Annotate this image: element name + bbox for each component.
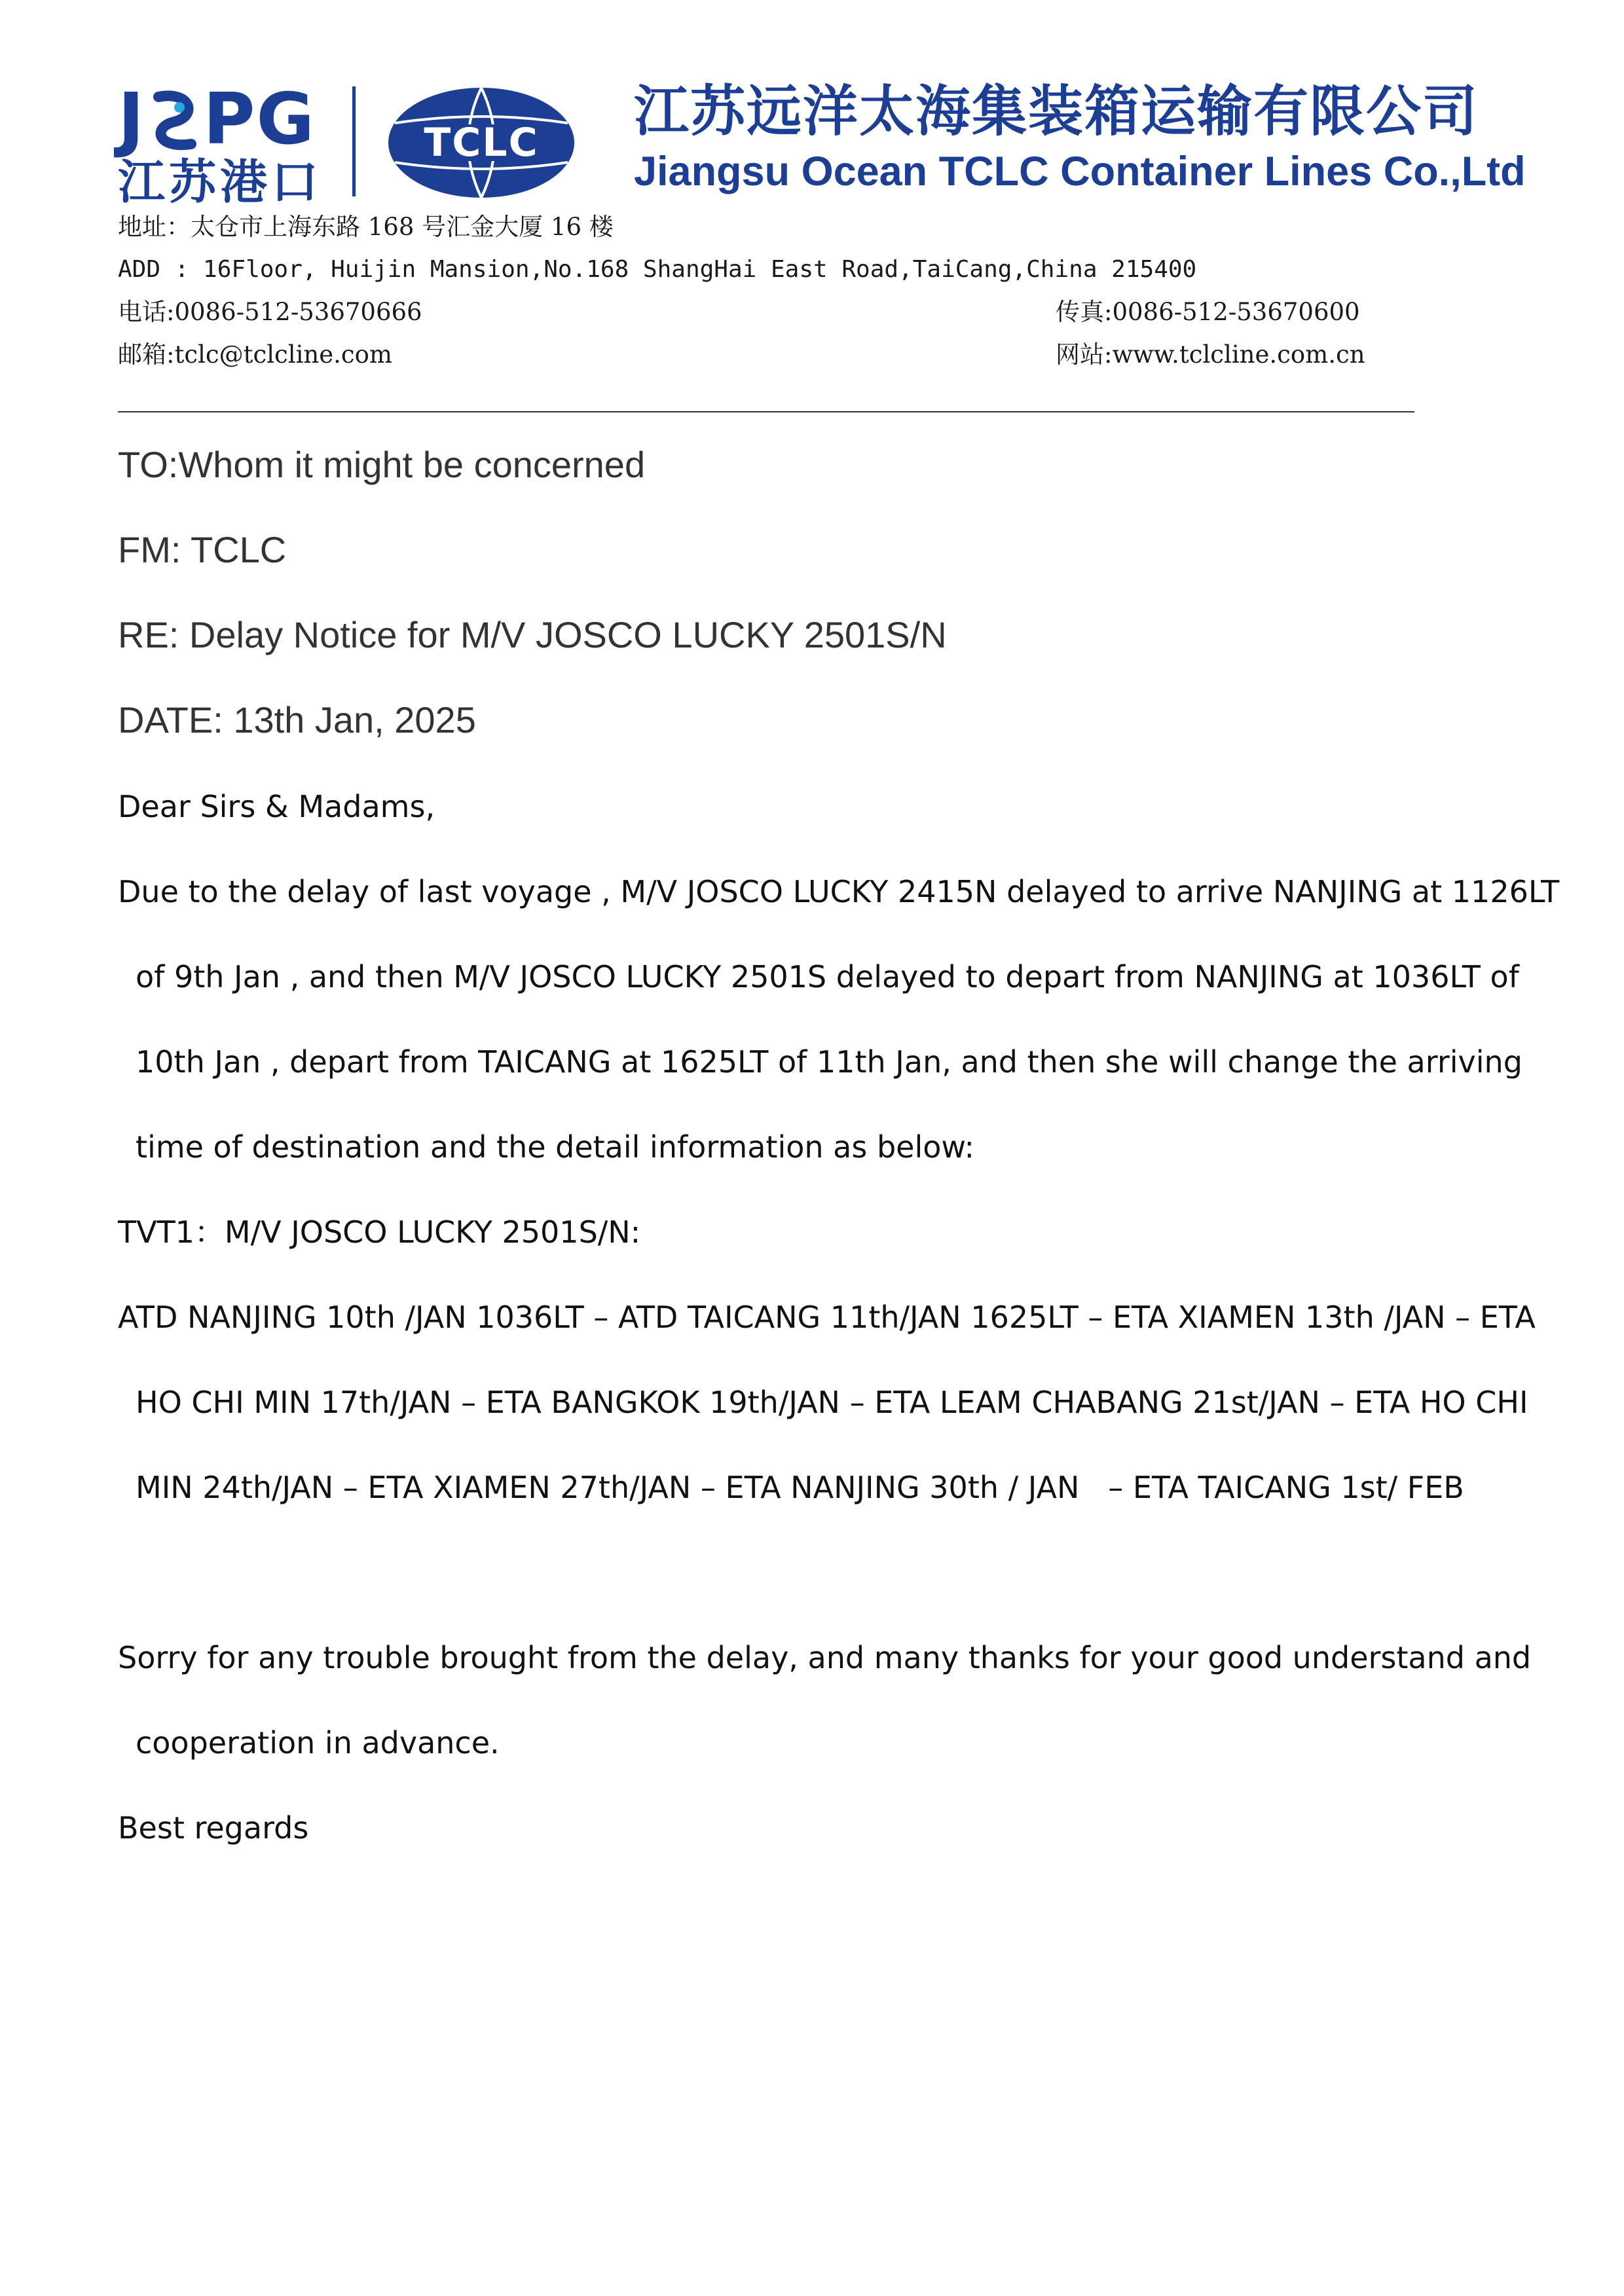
header-divider (118, 411, 1414, 412)
schedule-line: MIN 24th/JAN – ETA XIAMEN 27th/JAN – ETA NANJING 30th / JAN – ETA TAICANG 1st/ FEB (136, 1470, 1464, 1505)
memo-subject: RE: Delay Notice for M/V JOSCO LUCKY 2501S/N (118, 614, 947, 655)
salutation: Dear Sirs & Madams, (118, 789, 435, 824)
company-name-en: Jiangsu Ocean TCLC Container Lines Co.,Ltd (634, 149, 1526, 194)
jspg-logo-cn: 江苏港口 (118, 155, 323, 210)
closing-line: cooperation in advance. (136, 1725, 500, 1760)
jspg-logo-letters-pg: PG (203, 79, 316, 160)
jspg-logo-letter-j: J (118, 79, 146, 160)
email-address: 邮箱:tclc@tclcline.com (118, 340, 392, 369)
paragraph-line: of 9th Jan , and then M/V JOSCO LUCKY 2501S delayed to depart from NANJING at 1036LT of (136, 959, 1519, 994)
paragraph-line: 10th Jan , depart from TAICANG at 1625LT of 11th Jan, and then she will change the arriving (136, 1044, 1522, 1080)
address-cn: 地址：太仓市上海东路 168 号汇金大厦 16 楼 (118, 213, 614, 241)
jspg-swirl-icon (145, 84, 203, 156)
memo-to: TO:Whom it might be concerned (118, 444, 646, 485)
jspg-logo (118, 79, 327, 210)
paragraph-line: time of destination and the detail information as below: (136, 1129, 974, 1165)
website-address: 网站:www.tclcline.com.cn (1056, 340, 1365, 369)
memo-from: FM: TCLC (118, 529, 287, 570)
address-en: ADD : 16Floor, Huijin Mansion,No.168 ShangHai East Road,TaiCang,China 215400 (118, 256, 1197, 283)
paragraph-line: Due to the delay of last voyage , M/V JOSCO LUCKY 2415N delayed to arrive NANJING at 1126LT (118, 874, 1560, 909)
phone-number: 电话:0086-512-53670666 (118, 298, 422, 326)
logo-divider (352, 86, 356, 196)
fax-number: 传真:0086-512-53670600 (1056, 298, 1360, 326)
jspg-logo-wordmark (118, 79, 316, 160)
schedule-line: ATD NANJING 10th /JAN 1036LT – ATD TAICANG 11th/JAN 1625LT – ETA XIAMEN 13th /JAN – ETA (118, 1300, 1536, 1335)
signoff: Best regards (118, 1810, 309, 1846)
schedule-line: HO CHI MIN 17th/JAN – ETA BANGKOK 19th/JAN – ETA LEAM CHABANG 21st/JAN – ETA HO CHI (136, 1385, 1528, 1420)
closing-line: Sorry for any trouble brought from the delay, and many thanks for your good understand and (118, 1640, 1532, 1675)
tclc-globe-logo (383, 84, 580, 202)
service-line: TVT1：M/V JOSCO LUCKY 2501S/N: (118, 1214, 641, 1250)
memo-date: DATE: 13th Jan, 2025 (118, 699, 476, 740)
tclc-logo-text: TCLC (424, 120, 539, 166)
company-name-cn: 江苏远洋太海集装箱运输有限公司 (634, 79, 1479, 143)
